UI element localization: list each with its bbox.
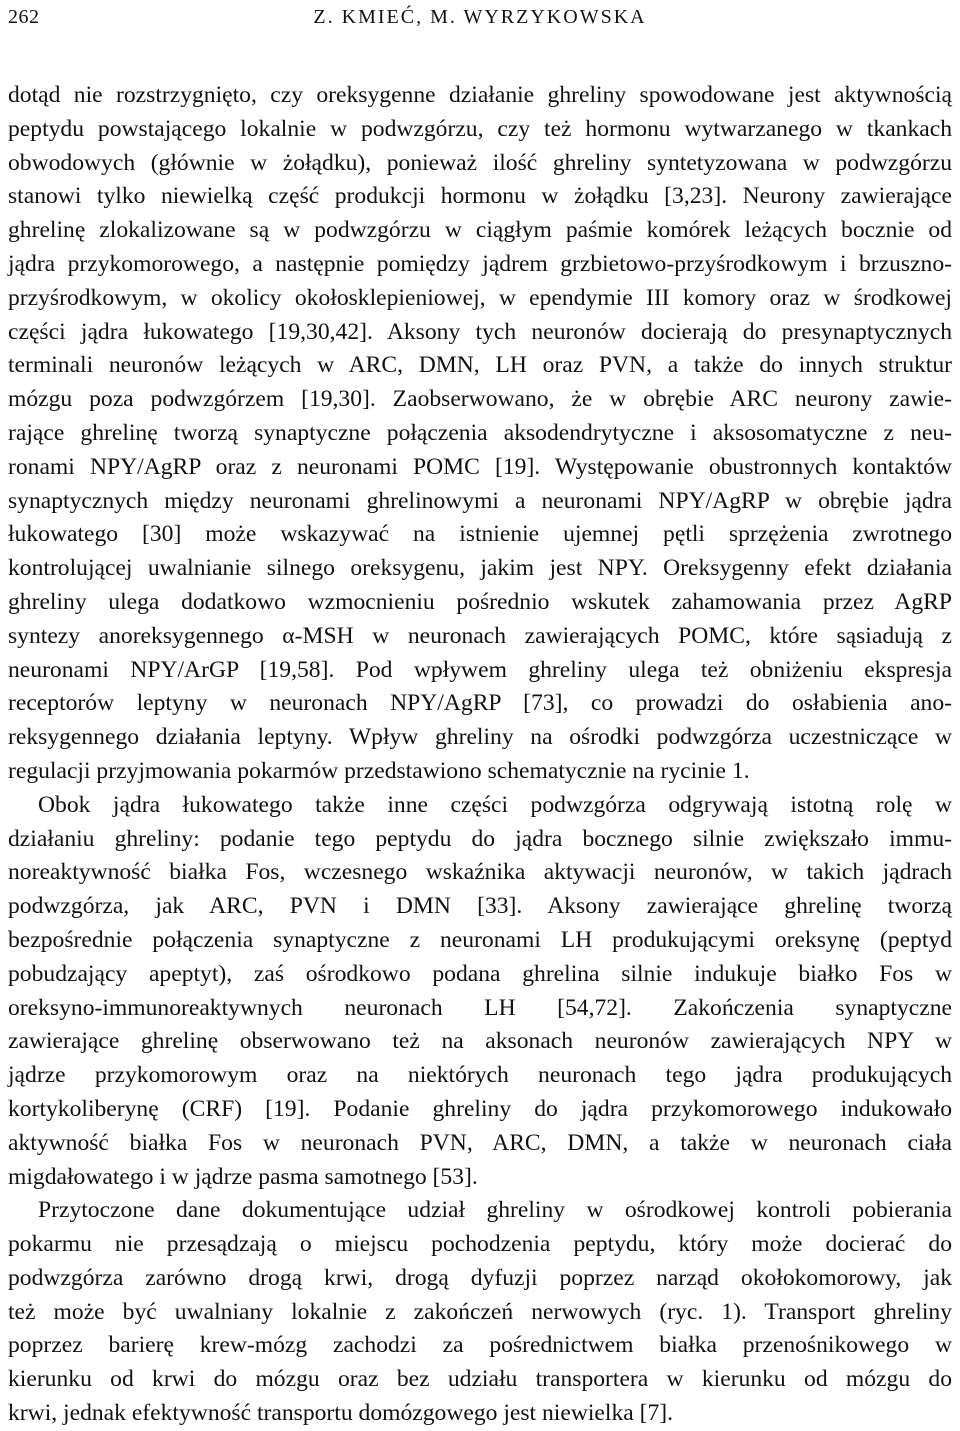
text-line: regulacji przyjmowania pokarmów przedstawiono schematycznie na rycinie 1. — [8, 757, 750, 784]
text-line: pobudzający apeptyt), zaś ośrodkowo podana ghrelina silnie indukuje białko Fos w — [8, 960, 952, 987]
text-line: Przytoczone dane dokumentujące udział ghreliny w ośrodkowej kontroli pobierania — [38, 1197, 952, 1224]
paragraph — [8, 1194, 952, 1431]
text-line: stanowi tylko niewielką część produkcji hormonu w żołądku [3,23]. Neurony zawierające — [8, 183, 952, 210]
text-line: oreksyno-immunoreaktywnych neuronach LH [54,72]. Zakończenia synaptyczne — [8, 994, 952, 1021]
text-line: łukowatego [30] może wskazywać na istnienie ujemnej pętli sprzężenia zwrotnego — [8, 521, 952, 548]
page-header — [8, 2, 952, 32]
body-text — [8, 79, 952, 1431]
text-line: kortykoliberynę (CRF) [19]. Podanie ghreliny do jądra przykomorowego indukowało — [8, 1095, 952, 1122]
text-line: bezpośrednie połączenia synaptyczne z neuronami LH produkującymi oreksynę (peptyd — [8, 926, 952, 953]
text-line: obwodowych (głównie w żołądku), ponieważ ilość ghreliny syntetyzowana w podwzgórzu — [8, 149, 952, 176]
text-line: przyśrodkowym, w okolicy okołosklepieniowej, w ependymie III komory oraz w środkowej — [8, 284, 952, 311]
page-number: 262 — [8, 6, 40, 28]
text-line: syntezy anoreksygennego α-MSH w neuronach zawierających POMC, które sąsiadują z — [8, 622, 952, 649]
text-line: receptorów leptyny w neuronach NPY/AgRP [73], co prowadzi do osłabienia ano- — [8, 690, 952, 717]
text-line: Obok jądra łukowatego także inne części podwzgórza odgrywają istotną rolę w — [38, 791, 952, 818]
paragraph — [8, 79, 952, 789]
text-line: jądrze przykomorowym oraz na niektórych neuronach tego jądra produkujących — [8, 1062, 952, 1089]
text-line: migdałowatego i w jądrze pasma samotnego [53]. — [8, 1163, 478, 1190]
text-line: ronami NPY/AgRP oraz z neuronami POMC [19]. Występowanie obustronnych kontaktów — [8, 453, 952, 480]
text-line: kierunku od krwi do mózgu oraz bez udziału transportera w kierunku od mózgu do — [8, 1366, 952, 1393]
text-line: ghrelinę zlokalizowane są w podwzgórzu w ciągłym paśmie komórek leżących bocznie od — [8, 217, 952, 244]
paragraph — [8, 789, 952, 1195]
text-line: kontrolującej uwalnianie silnego oreksygenu, jakim jest NPY. Oreksygenny efekt działania — [8, 555, 952, 582]
text-line: podwzgórza, jak ARC, PVN i DMN [33]. Aksony zawierające ghrelinę tworzą — [8, 893, 952, 920]
text-line: rające ghrelinę tworzą synaptyczne połączenia aksodendrytyczne i aksosomatyczne z neu- — [8, 419, 952, 446]
text-line: ghreliny ulega dodatkowo wzmocnieniu pośrednio wskutek zahamowania przez AgRP — [8, 588, 952, 615]
text-line: też może być uwalniany lokalnie z zakończeń nerwowych (ryc. 1). Transport ghreliny — [8, 1298, 952, 1325]
text-line: dotąd nie rozstrzygnięto, czy oreksygenne działanie ghreliny spowodowane jest aktywnością — [8, 82, 952, 108]
text-line: terminali neuronów leżących w ARC, DMN, LH oraz PVN, a także do innych struktur — [8, 352, 952, 379]
text-line: części jądra łukowatego [19,30,42]. Aksony tych neuronów docierają do presynaptycznych — [8, 318, 952, 345]
text-line: reksygennego działania leptyny. Wpływ ghreliny na ośrodki podwzgórza uczestniczące w — [8, 724, 952, 751]
text-line: krwi, jednak efektywność transportu domózgowego jest niewielka [7]. — [8, 1400, 674, 1427]
text-line: aktywność białka Fos w neuronach PVN, ARC, DMN, a także w neuronach ciała — [8, 1129, 952, 1156]
text-line: pokarmu nie przesądzają o miejscu pochodzenia peptydu, który może docierać do — [8, 1231, 952, 1258]
text-line: jądra przykomorowego, a następnie pomiędzy jądrem grzbietowo-przyśrodkowym i brzuszno- — [8, 250, 952, 277]
text-line: podwzgórza zarówno drogą krwi, drogą dyfuzji poprzez narząd okołokomorowy, jak — [8, 1264, 952, 1291]
text-line: zawierające ghrelinę obserwowano też na aksonach neuronów zawierających NPY w — [8, 1028, 952, 1055]
running-title: Z. KMIEĆ, M. WYRZYKOWSKA — [313, 6, 647, 28]
text-line: peptydu powstającego lokalnie w podwzgórzu, czy też hormonu wytwarzanego w tkankach — [8, 115, 952, 142]
text-line: poprzez barierę krew-mózg zachodzi za pośrednictwem białka przenośnikowego w — [8, 1332, 952, 1359]
text-line: synaptycznych między neuronami ghrelinowymi a neuronami NPY/AgRP w obrębie jądra — [8, 487, 952, 514]
text-line: noreaktywność białka Fos, wczesnego wskaźnika aktywacji neuronów, w takich jądrach — [8, 859, 952, 886]
text-line: neuronami NPY/ArGP [19,58]. Pod wpływem ghreliny ulega też obniżeniu ekspresja — [8, 656, 952, 683]
text-line: mózgu poza podwzgórzem [19,30]. Zaobserwowano, że w obrębie ARC neurony zawie- — [8, 386, 952, 413]
text-line: działaniu ghreliny: podanie tego peptydu do jądra bocznego silnie zwiększało immu- — [8, 825, 952, 852]
